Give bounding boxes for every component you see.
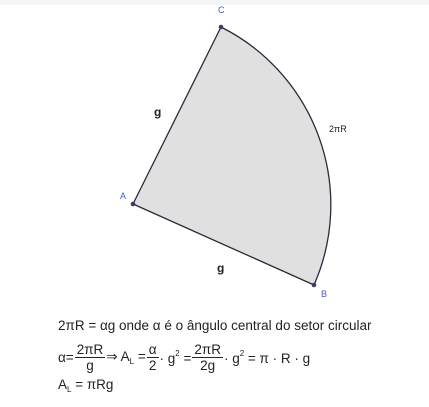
g-mult-2: · g <box>223 351 240 366</box>
square-exponent-2: 2 <box>239 349 245 358</box>
formula-line-1: 2πR = αg onde α é o ângulo central do setor circular <box>58 318 372 333</box>
implies-text: ⇒ A <box>106 349 130 364</box>
fraction-alpha <box>75 342 106 373</box>
implies-area <box>106 349 145 366</box>
fraction-alpha-num: 2πR <box>76 342 104 357</box>
formula-line-2 <box>58 342 310 373</box>
sector-shape <box>133 27 331 285</box>
point-c-marker <box>219 25 224 30</box>
side-ac-label: g <box>154 105 162 119</box>
point-c-label: C <box>218 5 225 15</box>
area-result: = πRg <box>71 377 114 392</box>
area-subscript: L <box>129 357 135 366</box>
fraction-alpha-den: g <box>86 358 94 373</box>
fraction-substituted-den: 2g <box>200 358 216 373</box>
arc-label: 2πR <box>329 124 347 134</box>
equals-2: = <box>179 351 192 366</box>
fraction-substituted <box>192 342 223 373</box>
square-exponent-1: 2 <box>175 349 180 358</box>
fraction-substituted-num: 2πR <box>194 342 221 357</box>
point-b-label: B <box>321 289 328 299</box>
area-symbol: A <box>58 377 68 392</box>
side-ab-label: g <box>217 261 225 275</box>
formula-tail: = π · R · g <box>244 351 311 366</box>
g-mult-1: · g <box>159 351 176 366</box>
g-squared-2 <box>224 349 310 366</box>
area-subscript-final: L <box>67 385 72 394</box>
alpha-equals: α= <box>58 350 74 365</box>
point-b-marker <box>312 283 317 288</box>
fraction-half-alpha-den: 2 <box>148 358 157 373</box>
equals-1: = <box>134 349 146 364</box>
point-a-label: A <box>120 191 127 201</box>
fraction-half-alpha-num: α <box>148 342 157 357</box>
fraction-half-alpha <box>147 342 159 373</box>
g-squared-1 <box>160 349 192 366</box>
point-a-marker <box>131 202 136 207</box>
formula-line-3 <box>58 377 113 394</box>
